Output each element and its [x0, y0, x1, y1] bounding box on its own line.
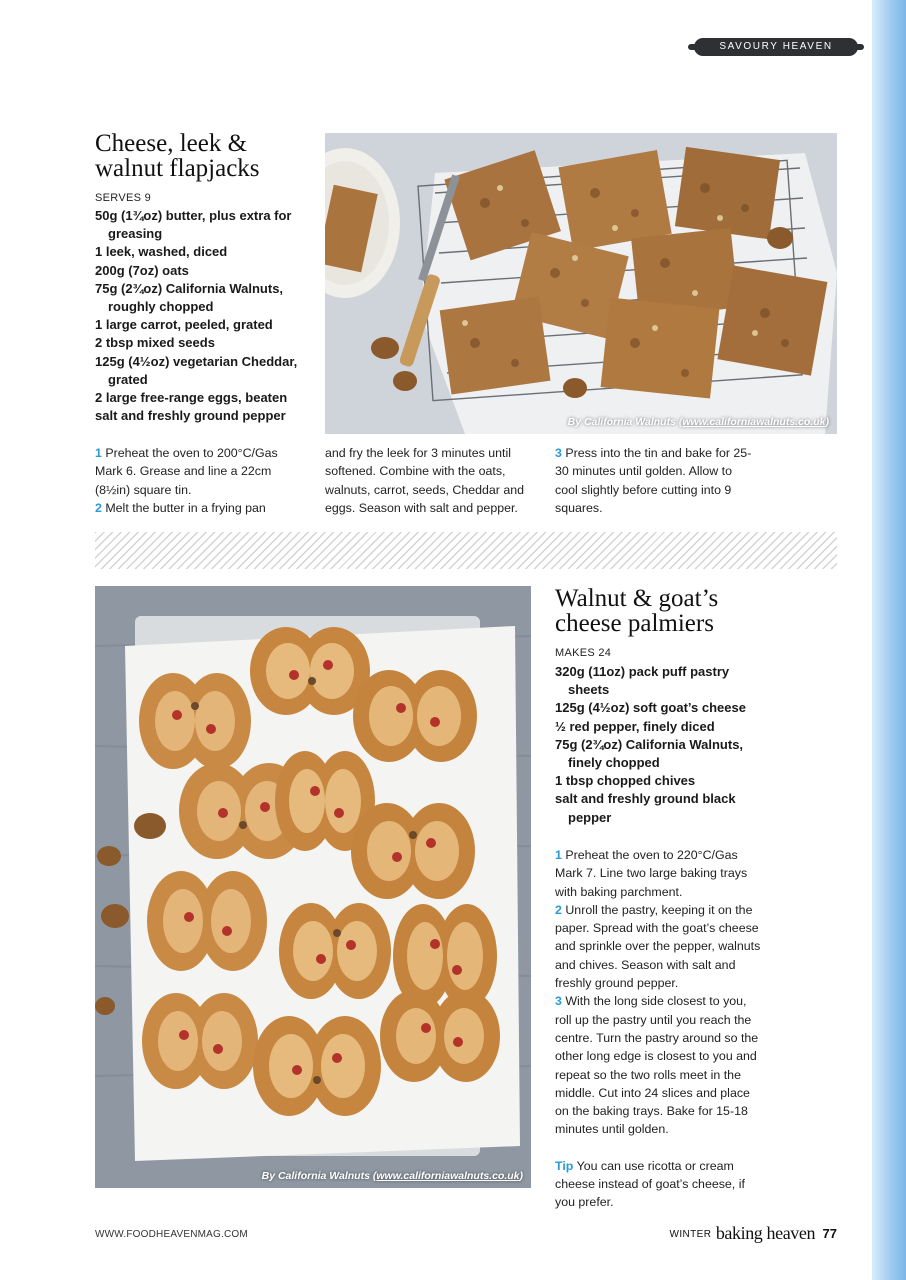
ingredient-item: 75g (2¾oz) California Walnuts, finely chopped	[555, 736, 744, 771]
footer-website[interactable]: WWW.FOODHEAVENMAG.COM	[95, 1229, 248, 1240]
page-edge-color-bar	[872, 0, 906, 1280]
recipe1-title-line: walnut flapjacks	[95, 155, 260, 182]
hatched-divider	[95, 532, 837, 569]
section-label: SAVOURY HEAVEN	[719, 41, 833, 52]
ingredient-item: 200g (7oz) oats	[95, 262, 189, 278]
palmiers-photo-credit	[262, 1170, 523, 1182]
ingredient-item: 1 tbsp chopped chives	[555, 773, 696, 789]
step-number: 2	[555, 902, 562, 917]
method-step-3	[555, 992, 765, 1138]
palmiers-photo	[95, 586, 531, 1188]
ingredient-item: 125g (4½oz) vegetarian Cheddar, grated	[95, 353, 298, 387]
method-step-2	[95, 499, 295, 517]
ingredient-item: 2 large free-range eggs, beaten	[95, 390, 288, 406]
recipe1-ingredients-list	[95, 207, 320, 425]
tip-text: You can use ricotta or cream cheese instead of goat’s cheese, if you prefer.	[555, 1158, 745, 1210]
credit-suffix: )	[519, 1170, 523, 1182]
recipe1-method-col2	[325, 444, 535, 517]
ingredient-item: 1 large carrot, peeled, grated	[95, 317, 273, 333]
credit-suffix: )	[825, 416, 829, 428]
footer-masthead	[670, 1223, 837, 1244]
recipe2-title-line: Walnut & goat’s	[555, 585, 719, 612]
method-step-2	[555, 901, 765, 992]
ingredient-item: ½ red pepper, finely diced	[555, 718, 715, 734]
flapjacks-illustration	[325, 133, 837, 434]
method-step-3	[555, 444, 755, 517]
step-number: 1	[555, 848, 562, 862]
ingredient-item: salt and freshly ground black pepper	[555, 791, 736, 825]
recipe1-title	[95, 131, 260, 181]
ingredient-item: 75g (2¾oz) California Walnuts, roughly chopped	[95, 280, 284, 315]
ingredient-item: 125g (4½oz) soft goat’s cheese	[555, 700, 746, 716]
method-step-2-cont: and fry the leek for 3 minutes until softened. Combine with the oats, walnuts, carrot, seeds, Cheddar and eggs. Season with salt and pepper.	[325, 446, 525, 515]
step-text: Melt the butter in a frying pan	[101, 500, 266, 515]
recipe2-makes: MAKES 24	[555, 647, 612, 659]
flapjacks-photo	[325, 133, 837, 434]
credit-prefix: By California Walnuts (	[261, 1170, 377, 1182]
palmiers-illustration	[95, 586, 531, 1188]
method-step-1	[555, 846, 765, 901]
page-number: 77	[822, 1226, 837, 1241]
step-text: Unroll the pastry, keeping it on the paper. Spread with the goat’s cheese and sprinkle over the pepper, walnuts and chives. Season with salt and freshly ground pepper.	[555, 902, 761, 991]
recipe2-method	[555, 846, 765, 1212]
step-text: Press into the tin and bake for 25-30 minutes until golden. Allow to cool slightly before cutting into 9 squares.	[555, 446, 752, 515]
recipe2-title	[555, 586, 718, 636]
step-text: With the long side closest to you, roll up the pastry until you reach the centre. Turn the pastry around so the other long edge is closest to you and repeat so the two rolls meet in the middle. Cut into 24 slices and place on the baking trays. Bake for 15-18 minutes until golden.	[555, 994, 759, 1137]
recipe1-method-col1	[95, 444, 295, 517]
credit-prefix: By California Walnuts (	[567, 416, 683, 428]
footer-magazine-name: baking heaven	[715, 1223, 816, 1243]
ingredient-item: 320g (11oz) pack puff pastry sheets	[555, 664, 730, 698]
section-tab	[688, 38, 864, 56]
step-number: 3	[555, 994, 562, 1009]
recipe2-ingredients-list	[555, 663, 765, 827]
step-number: 2	[95, 500, 102, 515]
recipe2-title-line: cheese palmiers	[555, 610, 714, 637]
step-text: Preheat the oven to 200°C/Gas Mark 6. Grease and line a 22cm (8½in) square tin.	[95, 446, 278, 497]
recipe1-method-col3	[555, 444, 755, 517]
step-text: Preheat the oven to 220°C/Gas Mark 7. Line two large baking trays with baking parchment.	[555, 848, 748, 899]
step-number: 1	[95, 446, 102, 460]
flapjacks-photo-credit	[568, 416, 829, 428]
method-step-1	[95, 444, 295, 499]
credit-link[interactable]: www.californiawalnuts.co.uk	[376, 1170, 520, 1182]
recipe-tip	[555, 1157, 765, 1212]
ingredient-item: 2 tbsp mixed seeds	[95, 335, 215, 351]
ingredient-item: salt and freshly ground pepper	[95, 408, 286, 424]
footer-season: WINTER	[669, 1229, 712, 1240]
recipe1-title-line: Cheese, leek &	[95, 130, 248, 157]
ingredient-item: 1 leek, washed, diced	[95, 244, 228, 260]
step-number: 3	[555, 446, 562, 460]
credit-link[interactable]: www.californiawalnuts.co.uk	[682, 416, 826, 428]
recipe1-serves: SERVES 9	[95, 192, 152, 204]
tip-label: Tip	[555, 1158, 574, 1173]
ingredient-item: 50g (1¾oz) butter, plus extra for greasing	[95, 208, 292, 242]
